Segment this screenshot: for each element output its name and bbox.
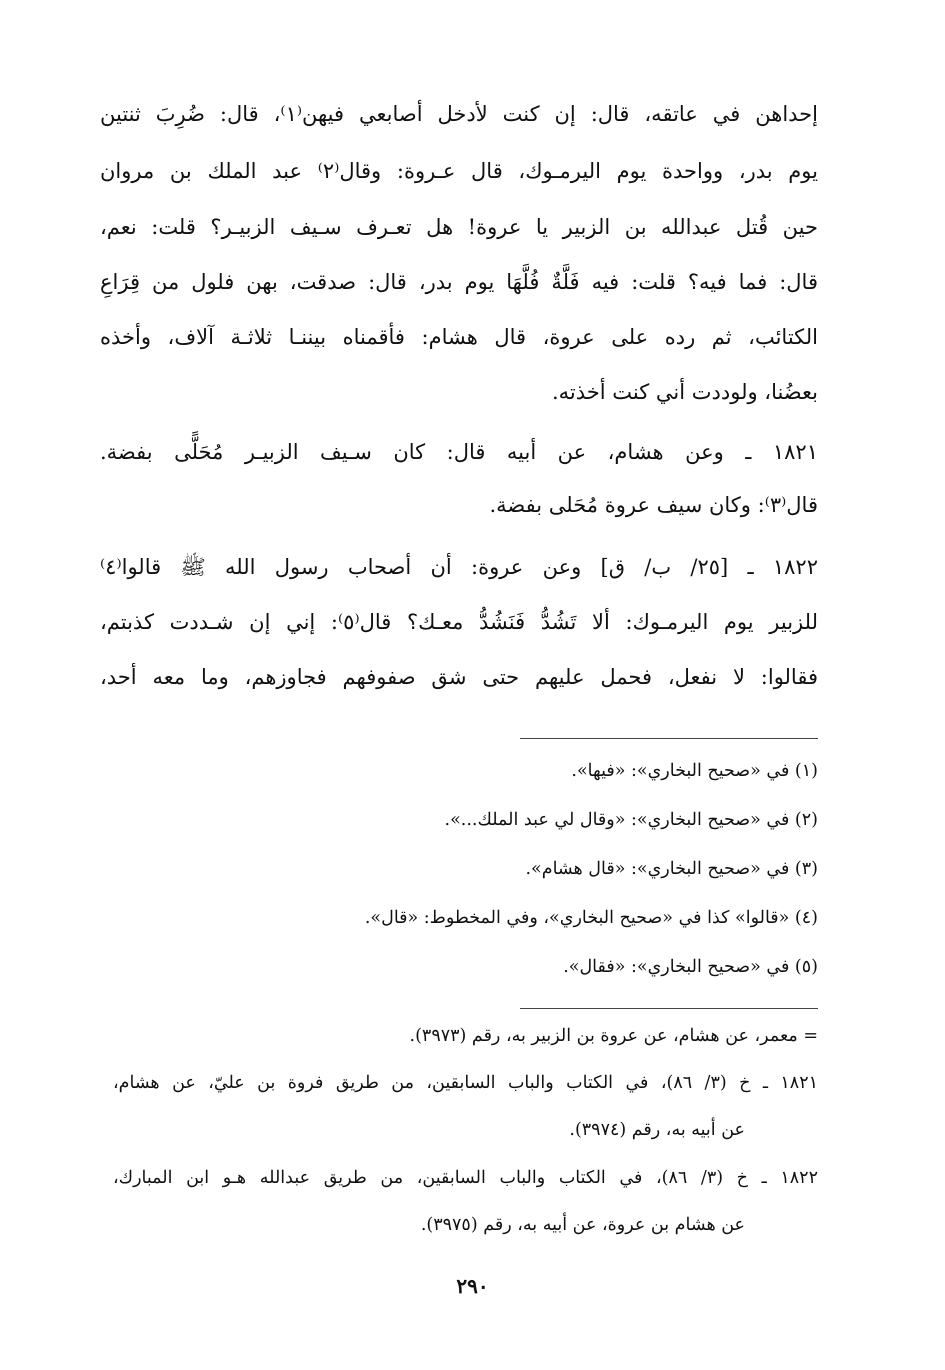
sources-separator: [520, 1008, 818, 1009]
text-line: للزبير يوم اليرمـوك: ألا تَشُدُّ فَنَشُدُّ معـك؟ قال⁽٥⁾: إني إن شـددت كذبتم،: [100, 610, 818, 634]
footnote: (١) في «صحيح البخاري»: «فيها».: [571, 761, 818, 781]
source-line: ١٨٢٢ ـ خ (٣/ ٨٦)، في الكتاب والباب السابقين، من طريق عبدالله هـو ابن المبارك،: [113, 1168, 818, 1188]
footnote: (٣) في «صحيح البخاري»: «قال هشام».: [525, 859, 818, 879]
text-line: الكتائب، ثم رده على عروة، قال هشام: فأقمناه بيننـا ثلاثـة آلاف، وأخذه: [100, 325, 818, 349]
footnote-separator: [520, 738, 818, 739]
source-line: عن هشام بن عروة، عن أبيه به، رقم (٣٩٧٥).: [420, 1215, 745, 1235]
source-line: = معمر، عن هشام، عن عروة بن الزبير به، رقم (٣٩٧٣).: [409, 1026, 818, 1046]
text-line: يوم بدر، وواحدة يوم اليرمـوك، قال عـروة: وقال⁽٢⁾ عبد الملك بن مروان: [100, 159, 818, 183]
text-line: ١٨٢١ ـ وعن هشام، عن أبيه قال: كان سـيف الزبيـر مُحَلًّى بفضة.: [100, 440, 818, 464]
page-number: ٢٩٠: [456, 1274, 489, 1298]
text-line: إحداهن في عاتقه، قال: إن كنت لأدخل أصابعي فيهن⁽١⁾، قال: ضُرِبَ ثنتين: [100, 102, 818, 126]
source-line: عن أبيه به، رقم (٣٩٧٤).: [569, 1120, 745, 1140]
footnote: (٢) في «صحيح البخاري»: «وقال لي عبد الملك...».: [444, 810, 818, 830]
text-line: فقالوا: لا نفعل، فحمل عليهم حتى شق صفوفهم فجاوزهم، وما معه أحد،: [100, 665, 818, 689]
text-line: ١٨٢٢ ـ [٢٥/ ب/ ق] وعن عروة: أن أصحاب رسول الله ﷺ قالوا⁽٤⁾: [100, 555, 818, 579]
source-line: ١٨٢١ ـ خ (٣/ ٨٦)، في الكتاب والباب السابقين، من طريق فروة بن عليّ، عن هشام،: [113, 1073, 818, 1093]
text-line: بعضُنا، ولوددت أني كنت أخذته.: [551, 380, 818, 404]
footnote: (٤) «قالوا» كذا في «صحيح البخاري»، وفي المخطوط: «قال».: [364, 908, 818, 928]
text-line: حين قُتل عبدالله بن الزبير يا عروة! هل تعـرف سـيف الزبيـر؟ قلت: نعم،: [100, 215, 818, 239]
text-line: قال⁽٣⁾: وكان سيف عروة مُحَلى بفضة.: [489, 493, 818, 517]
footnote: (٥) في «صحيح البخاري»: «فقال».: [563, 957, 818, 977]
text-line: قال: فما فيه؟ قلت: فيه فَلَّةٌ فُلَّهَا يوم بدر، قال: صدقت، بهن فلول من قِرَاعِ: [100, 270, 818, 294]
